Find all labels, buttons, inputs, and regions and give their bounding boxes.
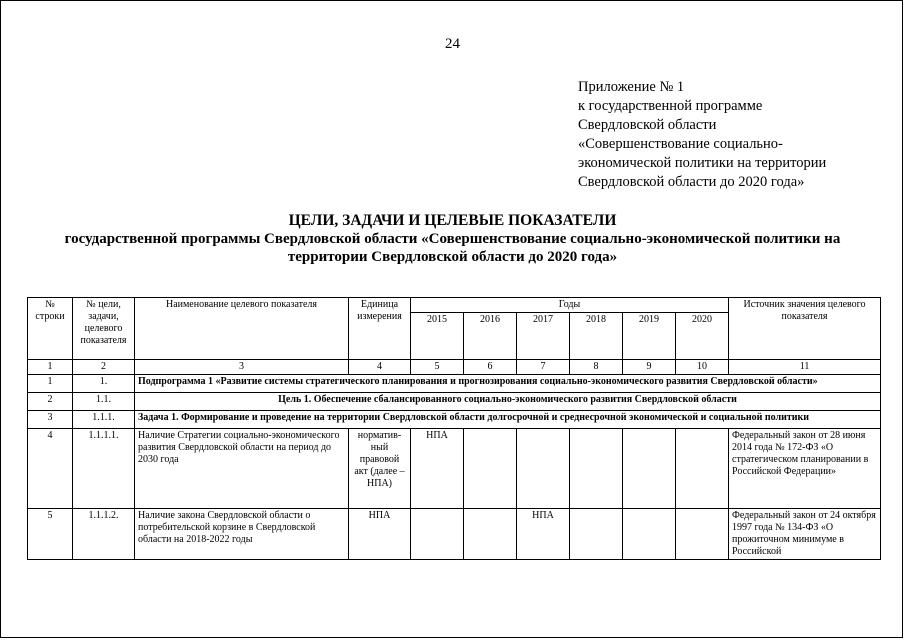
item-number: 1.1.1.1. [73,429,135,509]
table-row [28,375,881,393]
header-row-no: № строки [28,298,73,360]
year-value: НПА [411,429,464,509]
year-value [411,509,464,560]
year-value [676,509,729,560]
header-year: 2018 [570,313,623,360]
unit-cell: НПА [349,509,411,560]
indicator-name: Наличие закона Свердловской области о потребительской корзине в Свердловской области на 2018-2022 годы [135,509,349,560]
header-item-no: № цели, задачи, целевого показателя [73,298,135,360]
header-year: 2015 [411,313,464,360]
page-number: 24 [445,36,460,52]
header-years: Годы [411,298,729,313]
column-numbers-row [28,360,881,375]
column-number: 5 [411,360,464,375]
column-number: 6 [464,360,517,375]
source-cell: Федеральный закон от 28 июня 2014 года № 172-ФЗ «О стратегическом планировании в Российской Федерации» [729,429,881,509]
column-number: 7 [517,360,570,375]
header-name: Наименование целевого показателя [135,298,349,360]
column-number: 11 [729,360,881,375]
title-line-1: ЦЕЛИ, ЗАДАЧИ И ЦЕЛЕВЫЕ ПОКАЗАТЕЛИ [288,212,617,229]
column-number: 8 [570,360,623,375]
year-value: НПА [517,509,570,560]
appendix-line: Свердловской области [578,117,717,133]
item-number: 1.1.1. [73,411,135,429]
header-year: 2016 [464,313,517,360]
header-row [28,298,881,313]
column-number: 4 [349,360,411,375]
header-source: Источник значения целевого показателя [729,298,881,360]
column-number: 9 [623,360,676,375]
column-number: 1 [28,360,73,375]
indicators-table [27,297,881,560]
column-number: 3 [135,360,349,375]
subprogram-heading: Подпрограмма 1 «Развитие системы стратегического планирования и прогнозирования социально-экономического развития Свердловской области» [135,375,881,393]
table-row [28,429,881,509]
title-line-2: государственной программы Свердловской области «Совершенствование социально-экономической политики на [64,231,841,247]
row-number: 2 [28,393,73,411]
year-value [623,509,676,560]
appendix-line: «Совершенствование социально- [578,136,783,152]
year-value [570,429,623,509]
header-year: 2020 [676,313,729,360]
item-number: 1.1.1.2. [73,509,135,560]
year-value [676,429,729,509]
table-row [28,509,881,560]
year-value [517,429,570,509]
year-value [623,429,676,509]
appendix-line: экономической политики на территории [578,155,827,171]
table-row [28,411,881,429]
year-value [570,509,623,560]
row-number: 1 [28,375,73,393]
task-heading: Задача 1. Формирование и проведение на территории Свердловской области долгосрочной и среднесрочной экономической и социальной политики [135,411,881,429]
table-row [28,393,881,411]
year-value [464,509,517,560]
appendix-line: Свердловской области до 2020 года» [578,174,805,190]
document-title [0,212,905,266]
row-number: 4 [28,429,73,509]
indicator-name: Наличие Стратегии социально-экономического развития Свердловской области на период до 2030 года [135,429,349,509]
item-number: 1.1. [73,393,135,411]
appendix-line: к государственной программе [578,98,763,114]
appendix-line: Приложение № 1 [578,79,685,95]
header-year: 2019 [623,313,676,360]
item-number: 1. [73,375,135,393]
row-number: 5 [28,509,73,560]
source-cell: Федеральный закон от 24 октября 1997 года № 134-ФЗ «О прожиточном минимуме в Российской [729,509,881,560]
title-line-3: территории Свердловской области до 2020 года» [287,249,618,265]
header-year: 2017 [517,313,570,360]
appendix-block [578,78,898,192]
column-number: 10 [676,360,729,375]
row-number: 3 [28,411,73,429]
header-unit: Единица измерения [349,298,411,360]
goal-heading: Цель 1. Обеспечение сбалансированного социально-экономического развития Свердловской области [135,393,881,411]
year-value [464,429,517,509]
column-number: 2 [73,360,135,375]
unit-cell: норматив-ный правовой акт (далее – НПА) [349,429,411,509]
